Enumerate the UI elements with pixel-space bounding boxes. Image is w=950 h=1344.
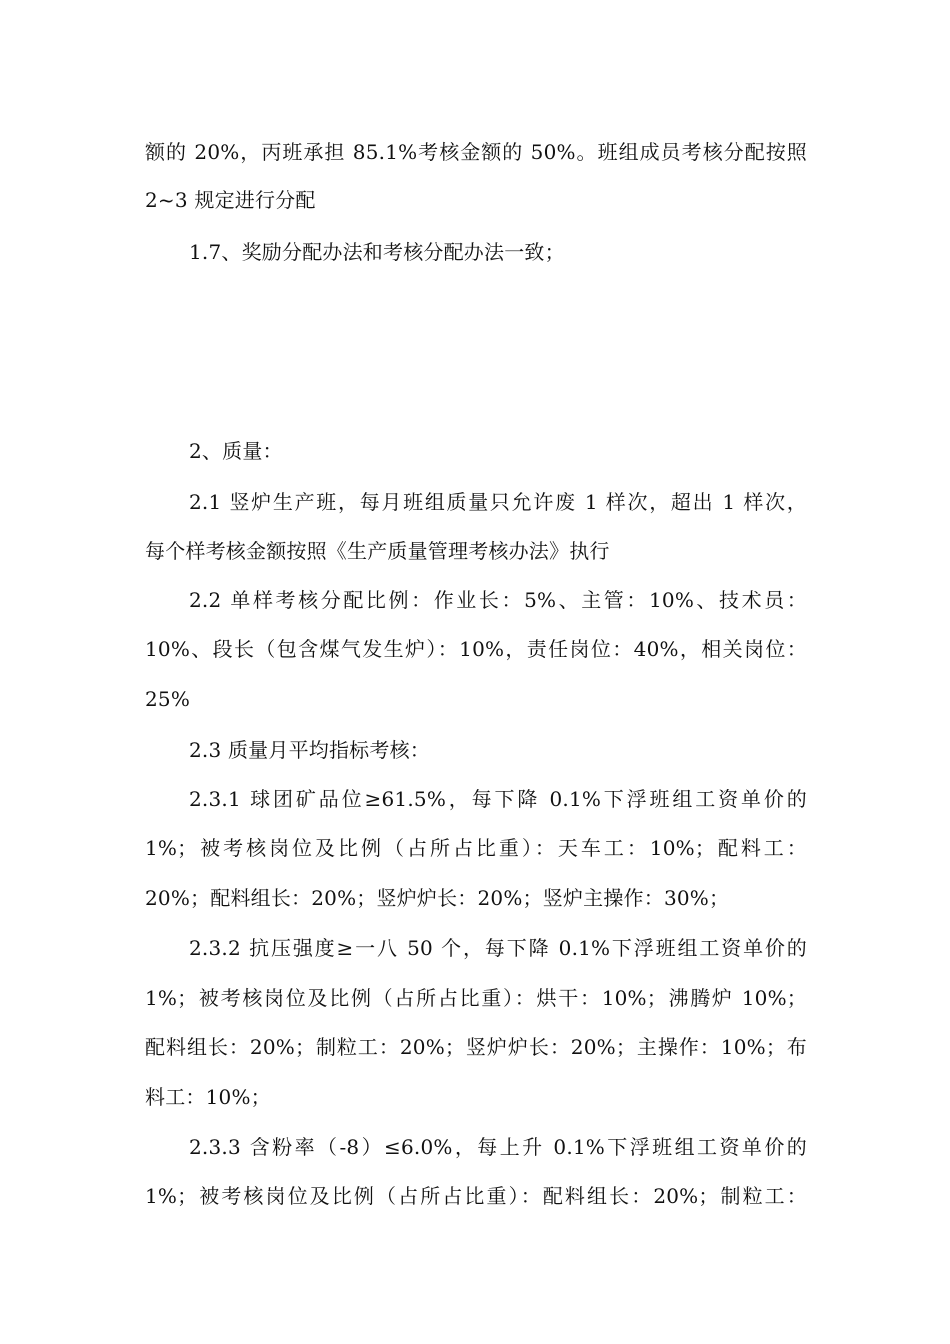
text-line: 25% xyxy=(145,687,191,711)
text-line: 1%；被考核岗位及比例（占所占比重）：天车工：10%；配料工： xyxy=(145,836,807,860)
text-line: 10%、段长（包含煤气发生炉）：10%，责任岗位：40%，相关岗位： xyxy=(145,637,807,661)
text-line: 2.1 竖炉生产班，每月班组质量只允许废 1 样次，超出 1 样次， xyxy=(189,490,807,514)
text-line: 2.2 单样考核分配比例：作业长：5%、主管：10%、技术员： xyxy=(189,588,807,612)
text-line: 1%；被考核岗位及比例（占所占比重）：配料组长：20%；制粒工： xyxy=(145,1184,807,1208)
text-line: 额的 20%，丙班承担 85.1%考核金额的 50%。班组成员考核分配按照 xyxy=(145,140,807,164)
text-line: 2.3.1 球团矿品位≥61.5%，每下降 0.1%下浮班组工资单价的 xyxy=(189,787,807,811)
text-line: 每个样考核金额按照《生产质量管理考核办法》执行 xyxy=(145,539,610,563)
text-line: 1.7、奖励分配办法和考核分配办法一致； xyxy=(189,240,565,264)
text-line: 2.3.2 抗压强度≥一八 50 个，每下降 0.1%下浮班组工资单价的 xyxy=(189,936,807,960)
text-line: 2.3 质量月平均指标考核： xyxy=(189,738,430,762)
section-heading: 2、质量： xyxy=(189,439,283,463)
text-line: 1%；被考核岗位及比例（占所占比重）：烘干：10%；沸腾炉 10%； xyxy=(145,986,807,1010)
text-line: 料工：10%； xyxy=(145,1085,271,1109)
text-line: 配料组长：20%；制粒工：20%；竖炉炉长：20%；主操作：10%；布 xyxy=(145,1035,807,1059)
text-line: 2.3.3 含粉率（-8）≤6.0%，每上升 0.1%下浮班组工资单价的 xyxy=(189,1135,807,1159)
text-line: 2~3 规定进行分配 xyxy=(145,188,316,212)
text-line: 20%；配料组长：20%；竖炉炉长：20%；竖炉主操作：30%； xyxy=(145,886,730,910)
